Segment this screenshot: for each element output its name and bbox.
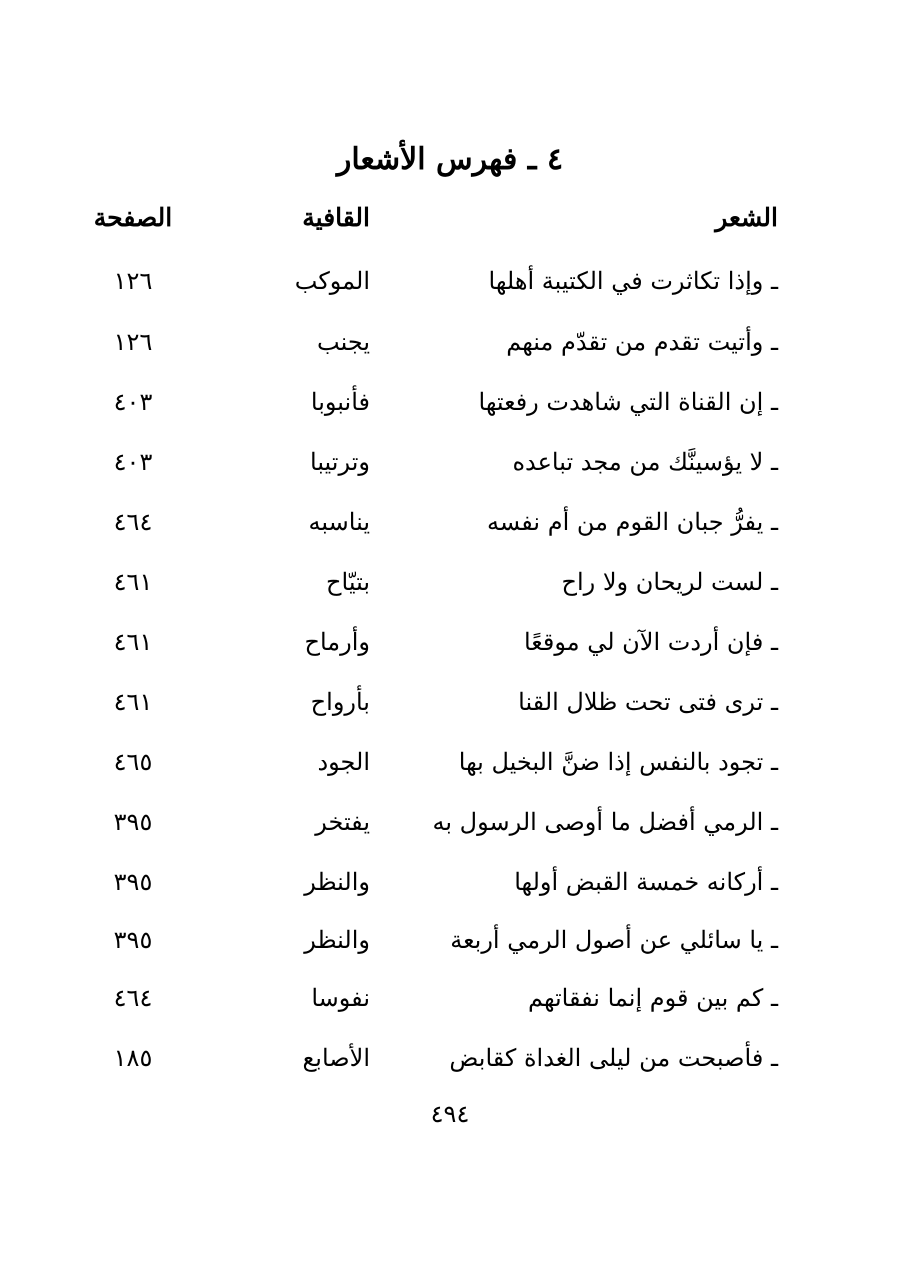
rhyme-cell: فأنبوبا	[310, 388, 370, 416]
table-row	[0, 440, 900, 484]
page-cell: ٣٩٥	[113, 808, 153, 836]
page-title: ٤ ـ فهرس الأشعار	[336, 142, 564, 177]
rhyme-cell: وترتيبا	[310, 448, 370, 476]
verse-cell: ـ ترى فتى تحت ظلال القنا	[518, 688, 778, 716]
page-cell: ١٨٥	[113, 1044, 153, 1072]
rhyme-cell: وأرماح	[304, 628, 370, 656]
page-cell: ٤٦١	[113, 628, 153, 656]
table-row	[0, 860, 900, 904]
page-cell: ٤٠٣	[113, 448, 153, 476]
page-cell: ٤٠٣	[113, 388, 153, 416]
table-row	[0, 560, 900, 604]
page-cell: ٣٩٥	[113, 868, 153, 896]
rhyme-cell: والنظر	[304, 926, 370, 954]
verse-cell: ـ فإن أردت الآن لي موقعًا	[523, 628, 778, 656]
table-row	[0, 800, 900, 844]
rhyme-cell: يجنب	[317, 328, 370, 356]
page-cell: ٣٩٥	[113, 926, 153, 954]
rhyme-cell: يفتخر	[315, 808, 370, 836]
table-row	[0, 380, 900, 424]
page-cell: ١٢٦	[113, 267, 153, 295]
page-cell: ٤٦٤	[113, 508, 153, 536]
verse-cell: ـ لا يؤسينَّك من مجد تباعده	[512, 448, 778, 476]
verse-cell: ـ يا سائلي عن أصول الرمي أربعة	[450, 926, 778, 954]
rhyme-cell: بأرواح	[310, 688, 370, 716]
table-row	[0, 1036, 900, 1080]
rhyme-cell: الأصابع	[302, 1044, 370, 1072]
verse-cell: ـ فأصبحت من ليلى الغداة كقابض	[449, 1044, 778, 1072]
table-row	[0, 500, 900, 544]
table-row	[0, 740, 900, 784]
table-row	[0, 620, 900, 664]
verse-cell: ـ كم بين قوم إنما نفقاتهم	[527, 984, 778, 1012]
verse-cell: ـ يفرُّ جبان القوم من أم نفسه	[486, 508, 778, 536]
verse-cell: ـ أركانه خمسة القبض أولها	[514, 868, 778, 896]
rhyme-cell: بتيّاح	[326, 568, 370, 596]
rhyme-cell: والنظر	[304, 868, 370, 896]
verse-cell: ـ إن القناة التي شاهدت رفعتها	[478, 388, 778, 416]
page-cell: ٤٦٤	[113, 984, 153, 1012]
table-row	[0, 680, 900, 724]
verse-cell: ـ تجود بالنفس إذا ضنَّ البخيل بها	[458, 748, 778, 776]
page-number: ٤٩٤	[430, 1100, 470, 1128]
table-row	[0, 320, 900, 364]
rhyme-cell: يناسبه	[308, 508, 370, 536]
page-cell: ١٢٦	[113, 328, 153, 356]
column-header-page: الصفحة	[93, 203, 173, 232]
verse-cell: ـ وإذا تكاثرت في الكتيبة أهلها	[488, 267, 778, 295]
rhyme-cell: الجود	[317, 748, 370, 776]
table-row	[0, 259, 900, 303]
table-row	[0, 918, 900, 962]
rhyme-cell: الموكب	[294, 267, 370, 295]
column-header-verse: الشعر	[715, 203, 778, 232]
column-header-rhyme: القافية	[302, 203, 370, 232]
verse-cell: ـ الرمي أفضل ما أوصى الرسول به	[432, 808, 778, 836]
table-row	[0, 976, 900, 1020]
page-cell: ٤٦١	[113, 688, 153, 716]
verse-cell: ـ وأتيت تقدم من تقدّم منهم	[506, 328, 778, 356]
rhyme-cell: نفوسا	[311, 984, 370, 1012]
verse-cell: ـ لست لريحان ولا راح	[561, 568, 778, 596]
page-cell: ٤٦١	[113, 568, 153, 596]
table-header	[0, 196, 900, 240]
page-cell: ٤٦٥	[113, 748, 153, 776]
